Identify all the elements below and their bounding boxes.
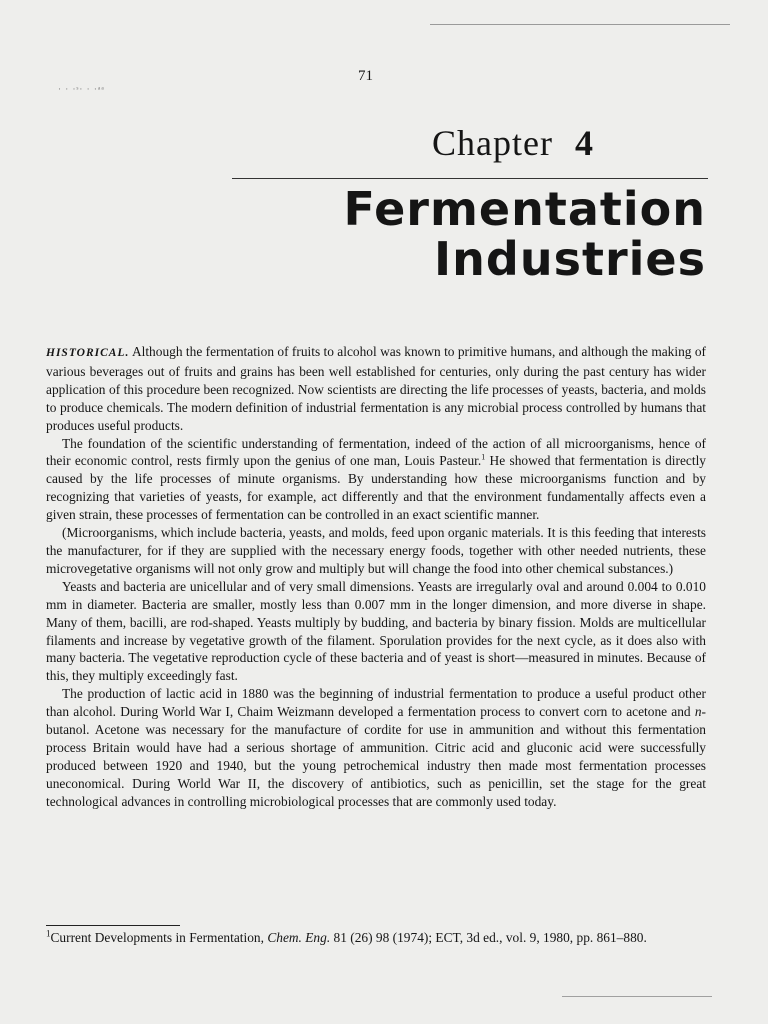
paragraph-text: The foundation of the scientific understanding of fermentation, indeed of the action of all microorganisms, hence of their economic control, rests firmly upon the genius of one man, Louis Pasteur. <box>46 435 706 469</box>
scan-artifact-top-line <box>430 24 730 25</box>
italic-n: n <box>694 704 702 720</box>
footnote-text: Current Developments in Fermentation, <box>50 930 268 945</box>
run-in-heading: HISTORICAL. <box>46 347 130 359</box>
paragraph-microorganisms: (Microorganisms, which include bacteria, yeasts, and molds, feed upon organic materials. It is this feeding that interests the manufacturer, for if they are supplied with the necessary energy foods, together with other needed nutrients, these microvegetative organisms will not only grow and multiply but will change the food into other chemical substances.) <box>46 525 706 576</box>
paragraph-text: -butanol. Acetone was necessary for the manufacture of cordite for use in ammunition and without this fermentation process Britain would have had a serious shortage of ammunition. Citric acid and gluconic acid were successfully produced between 1920 and 1940, but the young petrochemical industry then made most fermentation processes uneconomical. During World War II, the discovery of antibiotics, such as penicillin, set the stage for the great technological advances in controlling microbiological processes that are commonly used today. <box>46 704 706 809</box>
footnote-journal: Chem. Eng. <box>267 930 331 945</box>
scan-specks: · · ·ˢ· · ·ᵃᵃ <box>58 84 105 94</box>
chapter-heading <box>432 122 594 164</box>
paragraph-yeasts-bacteria: Yeasts and bacteria are unicellular and of very small dimensions. Yeasts are irregularly oval and around 0.004 to 0.010 mm in diameter. Bacteria are smaller, mostly less than 0.007 mm in the longer dimension, and more diverse in shape. Many of them, bacilli, are rod-shaped. Yeasts multiply by budding, and bacteria by binary fission. Molds are multicellular filaments and increase by vegetative growth of the filament. Sporulation provides for the next cycle, as it does also with many bacteria. The vegetative reproduction cycle of these bacteria and of yeast is short—measured in minutes. Because of this, they multiply exceedingly fast. <box>46 578 706 684</box>
paragraph-text: Although the fermentation of fruits to alcohol was known to primitive humans, and although the making of various beverages out of fruits and grains has been well established for centuries, only during the past century has wider application of this procedure been recognized. Now scientists are directing the life processes of yeasts, bacteria, and molds to produce chemicals. The modern definition of industrial fermentation is any microbial process controlled by humans that produces useful products. <box>46 344 706 433</box>
footnote-text: 81 (26) 98 (1974); ECT, 3d ed., vol. 9, 1980, pp. 861–880. <box>330 930 647 945</box>
footnote <box>46 929 706 947</box>
paragraph-text: The production of lactic acid in 1880 was the beginning of industrial fermentation to produce a useful product other than alcohol. During World War I, Chaim Weizmann developed a fermentation process to convert corn to acetone and <box>46 686 706 720</box>
footnote-reference[interactable]: 1 <box>481 452 486 462</box>
chapter-label: Chapter <box>432 123 553 163</box>
footnote-marker: 1 <box>46 928 51 939</box>
page-number: 71 <box>358 68 373 84</box>
paragraph-text: He showed that fermentation is directly caused by the life processes of minute organisms. By understanding how these microorganisms function and by recognizing that varieties of yeasts, for example, act differently and that the environment fundamentally affects even a given strain, these processes of fermentation can be controlled in an exact scientific manner. <box>46 453 706 523</box>
chapter-title-line-1: Fermentation <box>343 182 706 236</box>
paragraph-historical <box>46 343 706 435</box>
chapter-title <box>344 184 706 284</box>
paragraph-history-production <box>46 685 706 810</box>
scan-artifact-bottom-line <box>562 996 712 997</box>
paragraph-pasteur <box>46 435 706 525</box>
chapter-number: 4 <box>574 123 594 163</box>
heading-rule <box>232 178 708 179</box>
chapter-title-line-2: Industries <box>434 232 706 286</box>
body-text <box>46 343 706 811</box>
footnote-rule <box>46 925 180 926</box>
